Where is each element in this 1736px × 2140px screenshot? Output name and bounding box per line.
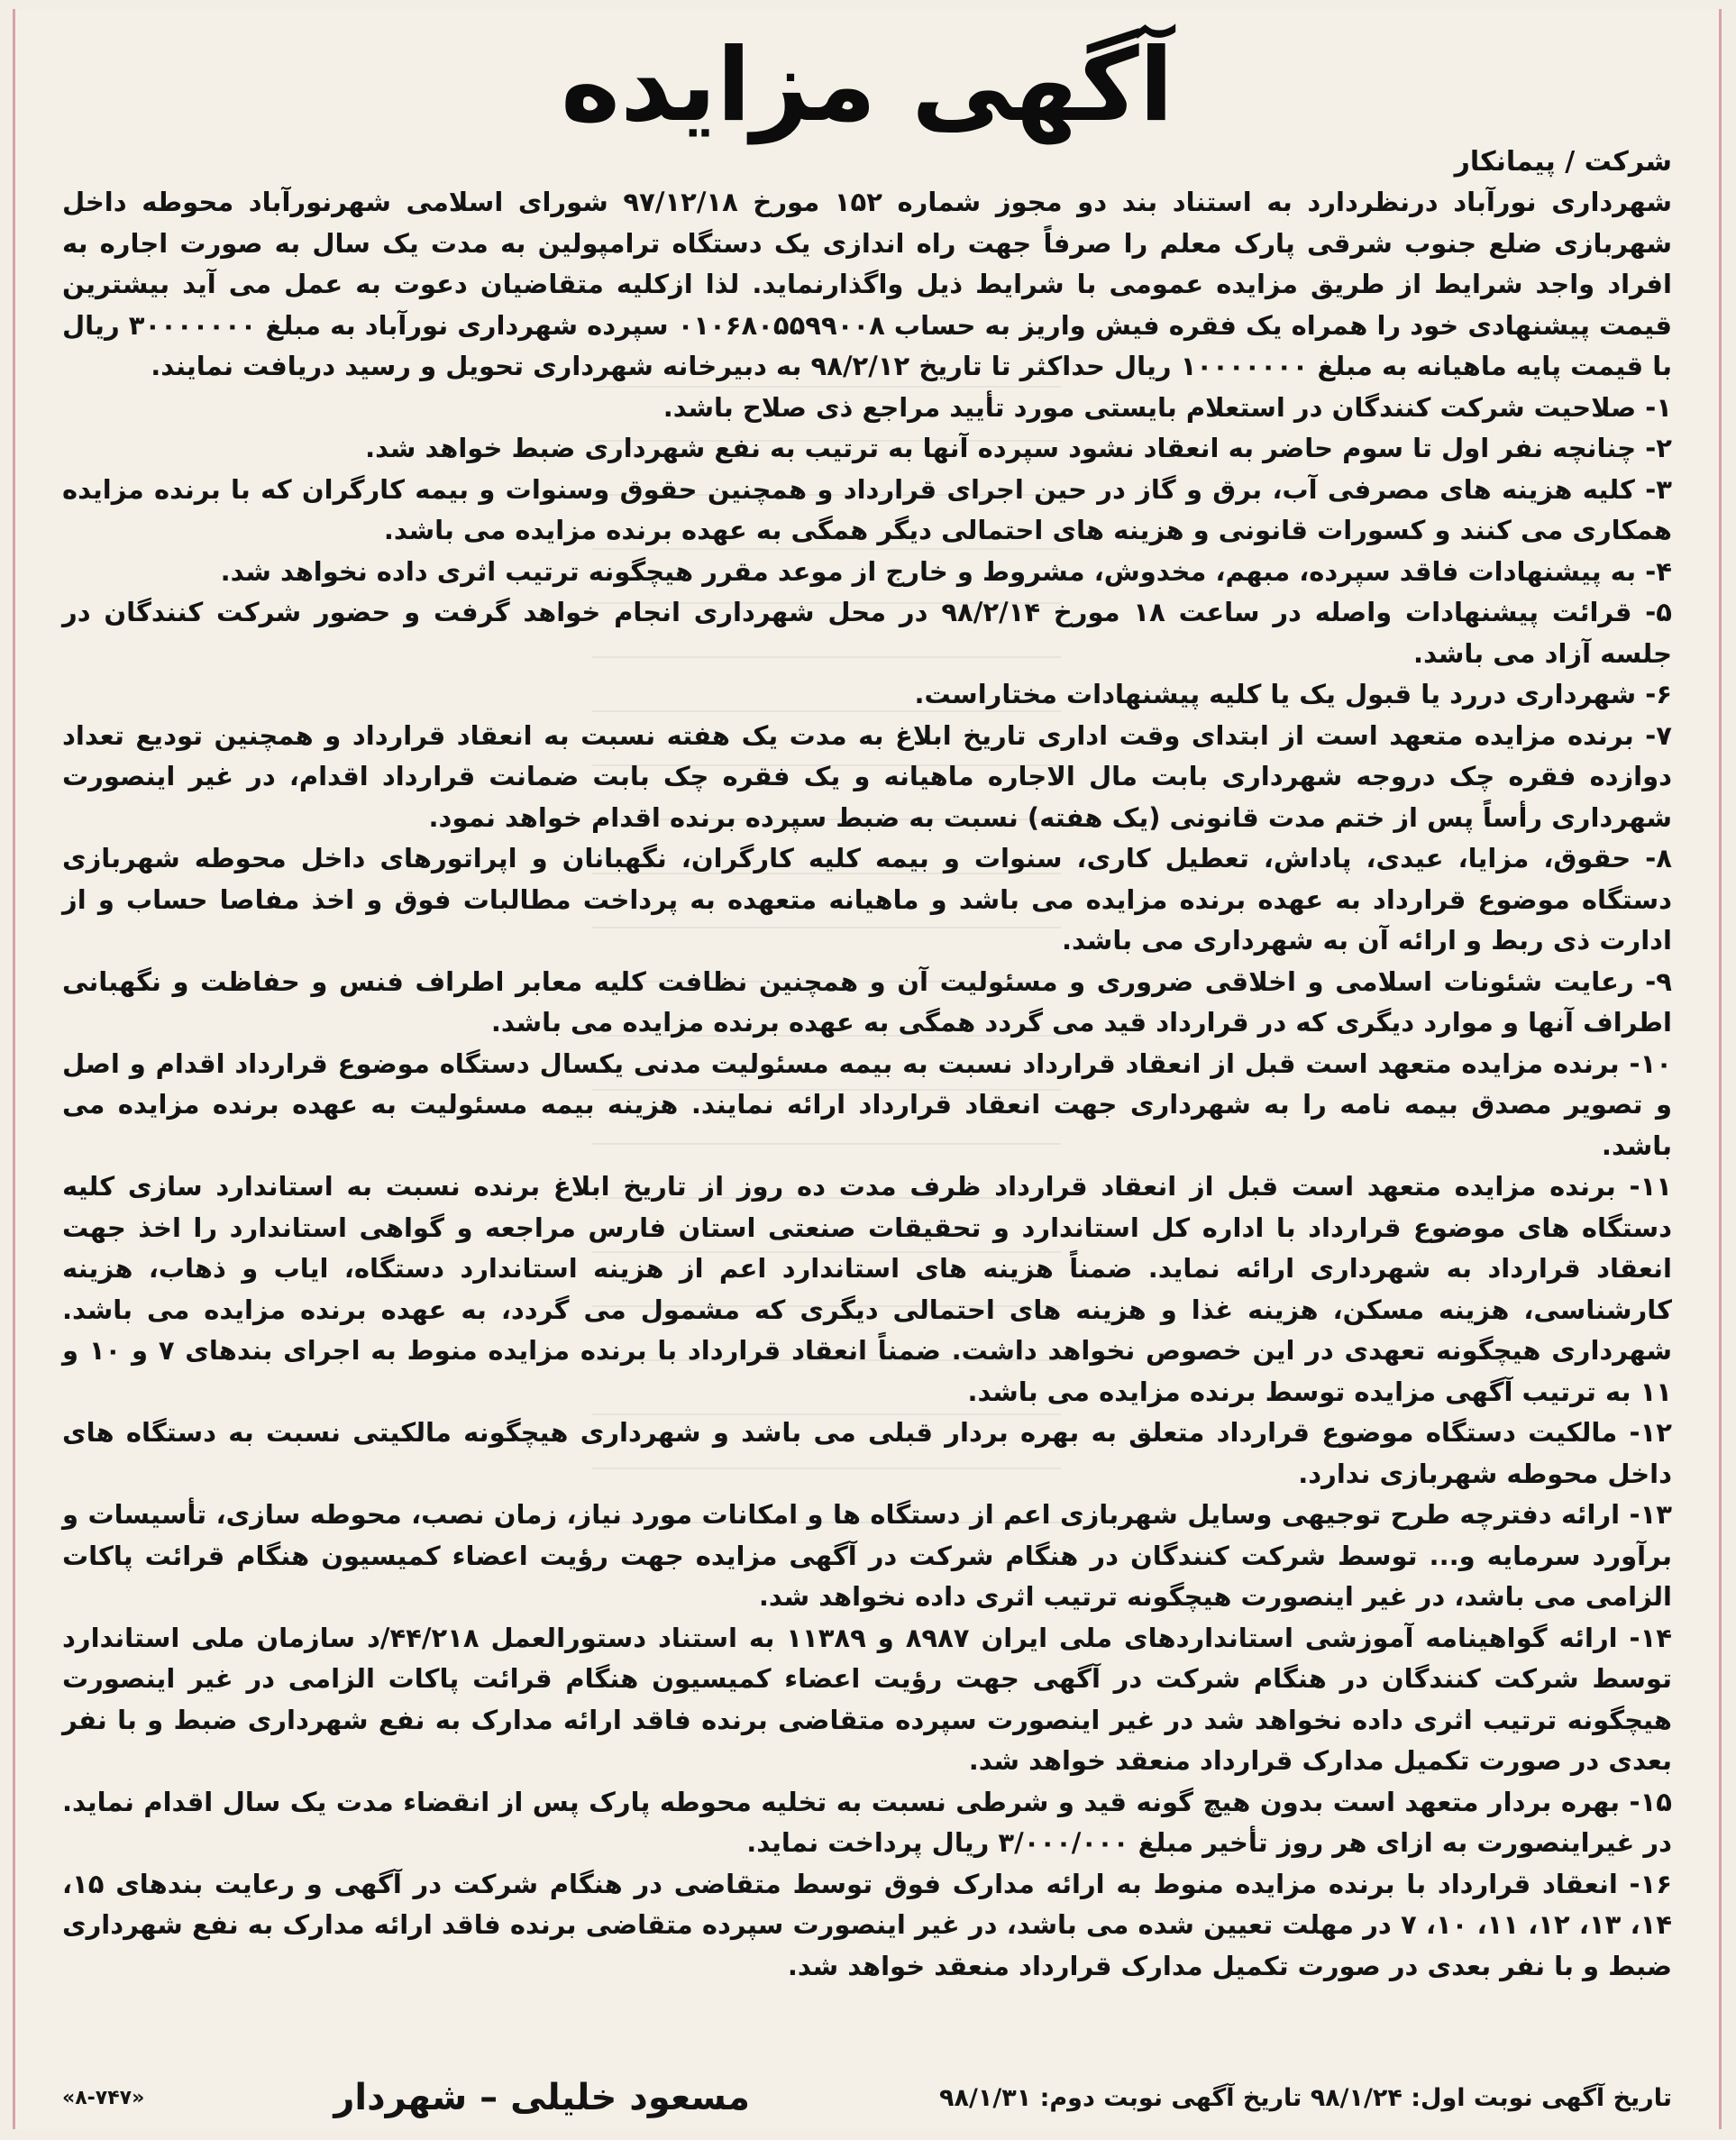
notice-title: آگهی مزایده — [560, 27, 1174, 144]
condition-item: ۱۳- ارائه دفترچه طرح توجیهی وسایل شهربازی اعم از دستگاه ها و امکانات مورد نیاز، زمان نصب، محوطه سازی، تأسیسات و برآورد سرمایه و... توسط شرکت کنندگان در هنگام شرکت در آگهی مزایده جهت رؤیت اعضاء کمیسیون هنگام قرائت پاکات الزامی می باشد، در غیر اینصورت هیچگونه ترتیب اثری داده نخواهد شد. — [62, 1499, 1672, 1612]
condition-item: ۷- برنده مزایده متعهد است از ابتدای وقت اداری تاریخ ابلاغ به مدت یک هفته نسبت به انعقاد قرارداد و همچنین توديع تعداد دوازده فقره چک دروجه شهرداری بابت مال الاجاره ماهیانه و یک فقره چک بابت ضمانت قرارداد اقدام، در غیر اینصورت شهرداری رأساً پس از ختم مدت قانونی (یک هفته) نسبت به ضبط سپرده برنده اقدام خواهد نمود. — [62, 719, 1672, 833]
condition-item: ۱۶- انعقاد قرارداد با برنده مزایده منوط به ارائه مدارک فوق توسط متقاضی در هنگام شرکت در آگهی و رعایت بندهای ۱۵، ۱۴، ۱۳، ۱۲، ۱۱، ۱۰، ۷ در مهلت تعیین شده می باشد، در غیر اینصورت سپرده متقاضی برنده فاقد ارائه مدارک به نفع شهرداری ضبط و با نفر بعدی در صورت تکمیل مدارک قرارداد منعقد خواهد شد. — [62, 1868, 1673, 1981]
signer-name: مسعود خلیلی – شهردار — [333, 2077, 750, 2118]
condition-item: ۱۰- برنده مزایده متعهد است قبل از انعقاد قرارداد نسبت به بیمه مسئولیت مدنی یکسال دستگاه موضوع قرارداد اقدام و اصل و تصویر مصدق بیمه نامه را به شهرداری جهت انعقاد قرارداد ارائه نمایند. هزینه بیمه مسئولیت به عهده برنده مزایده می باشد. — [62, 1047, 1672, 1161]
condition-item: ۱۱- برنده مزایده متعهد است قبل از انعقاد قرارداد ظرف مدت ده روز از تاریخ ابلاغ برنده نسبت به استاندارد سازی کلیه دستگاه های موضوع قرارداد با اداره کل استاندارد و تحقیقات صنعتی استان فارس مراجعه و گواهی استاندارد را اخذ جهت انعقاد قرارداد به شهرداری ارائه نماید. ضمناً هزینه های استاندارد اعم از هزینه استاندارد دستگاه، ایاب و ذهاب، هزینه کارشناسی، هزینه مسکن، هزینه غذا و هزینه های احتمالی دیگری که مشمول می گردد، به عهده برنده مزایده می باشد. شهرداری هیچگونه تعهدی در این خصوص نخواهد داشت. ضمناً انعقاد قرارداد با برنده مزایده منوط به اجرای بندهای ۷ و ۱۰ و ۱۱ به ترتیب آگهی مزایده توسط برنده مزایده می باشد. — [62, 1171, 1673, 1407]
condition-item: ۵- قرائت پیشنهادات واصله در ساعت ۱۸ مورخ ۹۸/۲/۱۴ در محل شهرداری انجام خواهد گرفت و حضور شرکت کنندگان در جلسه آزاد می باشد. — [62, 597, 1672, 669]
condition-item: ۴- به پیشنهادات فاقد سپرده، مبهم، مخدوش، مشروط و خارج از موعد مقرر هیچگونه ترتیب اثری داده نخواهد شد. — [220, 555, 1672, 587]
notice-subtitle: شرکت / پیمانکار — [1454, 146, 1672, 178]
condition-item: ۱۵- بهره بردار متعهد است بدون هیچ گونه قید و شرطی نسبت به تخلیه محوطه پارک پس از انقضاء مدت یک سال اقدام نماید. در غیراینصورت به ازای هر روز تأخیر مبلغ ۳/۰۰۰/۰۰۰ ریال پرداخت نماید. — [62, 1786, 1672, 1858]
condition-item: ۱۲- مالکیت دستگاه موضوع قرارداد متعلق به بهره بردار قبلی می باشد و شهرداری هیچگونه مالکیتی نسبت به دستگاه های داخل محوطه شهربازی ندارد. — [62, 1417, 1672, 1489]
notice-intro: شهرداری نورآباد درنظردارد به استناد بند دو مجوز شماره ۱۵۲ مورخ ۹۷/۱۲/۱۸ شورای اسلامی شهرنورآباد محوطه داخل شهربازی ضلع جنوب شرقی پارک معلم را صرفاً جهت راه اندازی یک دستگاه ترامپولین به مدت یک سال به صورت اجاره به افراد واجد شرایط از طریق مزایده عمومی با شرایط ذیل واگذارنماید. لذا ازکلیه متقاضیان دعوت به عمل می آید بیشترین قیمت پیشنهادی خود را همراه یک فقره فیش واریز به حساب ۰۱۰۶۸۰۵۵۹۹۰۰۸ سپرده شهرداری نورآباد به مبلغ ۳۰۰۰۰۰۰۰ ریال با قیمت پایه ماهیانه به مبلغ ۱۰۰۰۰۰۰۰ ریال حداکثر تا تاریخ ۹۸/۲/۱۲ به دبیرخانه شهرداری تحویل و رسید دریافت نمایند. — [62, 187, 1673, 381]
condition-item: ۲- چنانچه نفر اول تا سوم حاضر به انعقاد نشود سپرده آنها به ترتیب به نفع شهرداری ضبط خواهد شد. — [365, 433, 1672, 463]
condition-item: ۳- کلیه هزینه های مصرفی آب، برق و گاز در حین اجرای قرارداد و همچنین حقوق وسنوات و بیمه کارگران که با برنده مزایده همکاری می کنند و کسورات قانونی و هزینه های احتمالی دیگر همگی به عهده برنده مزایده می باشد. — [62, 473, 1672, 545]
publication-dates: تاریخ آگهی نوبت اول: ۹۸/۱/۲۴ تاریخ آگهی نوبت دوم: ۹۸/۱/۳۱ — [939, 2083, 1672, 2112]
newspaper-clipping — [13, 9, 1722, 2129]
condition-item: ۸- حقوق، مزایا، عیدی، پاداش، تعطیل کاری، سنوات و بیمه کلیه کارگران، نگهبانان و اپراتورهای داخل محوطه شهربازی دستگاه موضوع قرارداد به عهده برنده مزایده می باشد و ماهیانه متعهده به پرداخت مطالبات فوق و اخذ مفاصا حساب و از ادارت ذی ربط و ارائه آن به شهرداری می باشد. — [62, 843, 1672, 956]
notice-footer — [62, 2073, 1672, 2122]
notice-body — [62, 142, 1672, 1987]
condition-item: ۹- رعایت شئونات اسلامی و اخلاقی ضروری و مسئولیت آن و همچنین نظافت کلیه معابر اطراف فنس و حفاظت و نگهبانی اطراف آنها و موارد دیگری که در قرارداد قید می گردد همگی به عهده برنده مزایده می باشد. — [62, 965, 1672, 1038]
ad-code: «۸-۷۴۷» — [62, 2086, 145, 2109]
condition-item: ۶- شهرداری دررد یا قبول یک یا کلیه پیشنهادات مختاراست. — [914, 679, 1672, 709]
condition-item: ۱۴- ارائه گواهینامه آموزشی استانداردهای ملی ایران ۸۹۸۷ و ۱۱۳۸۹ به استناد دستورالعمل ۴۴/۲۱۸/د سازمان ملی استاندارد توسط شرکت کنندگان در هنگام شرکت در آگهی جهت رؤیت اعضاء کمیسیون هنگام قرائت پاکات الزامی در غیر اینصورت هیچگونه ترتیب اثری داده نخواهد شد در غیر اینصورت سپرده متقاضی برنده فاقد ارائه مدارک به نفع شهرداری ضبط و با نفر بعدی در صورت تکمیل مدارک قرارداد منعقد خواهد شد. — [62, 1622, 1672, 1776]
condition-item: ۱- صلاحیت شرکت کنندگان در استعلام بایستی مورد تأیید مراجع ذی صلاح باشد. — [662, 391, 1672, 423]
